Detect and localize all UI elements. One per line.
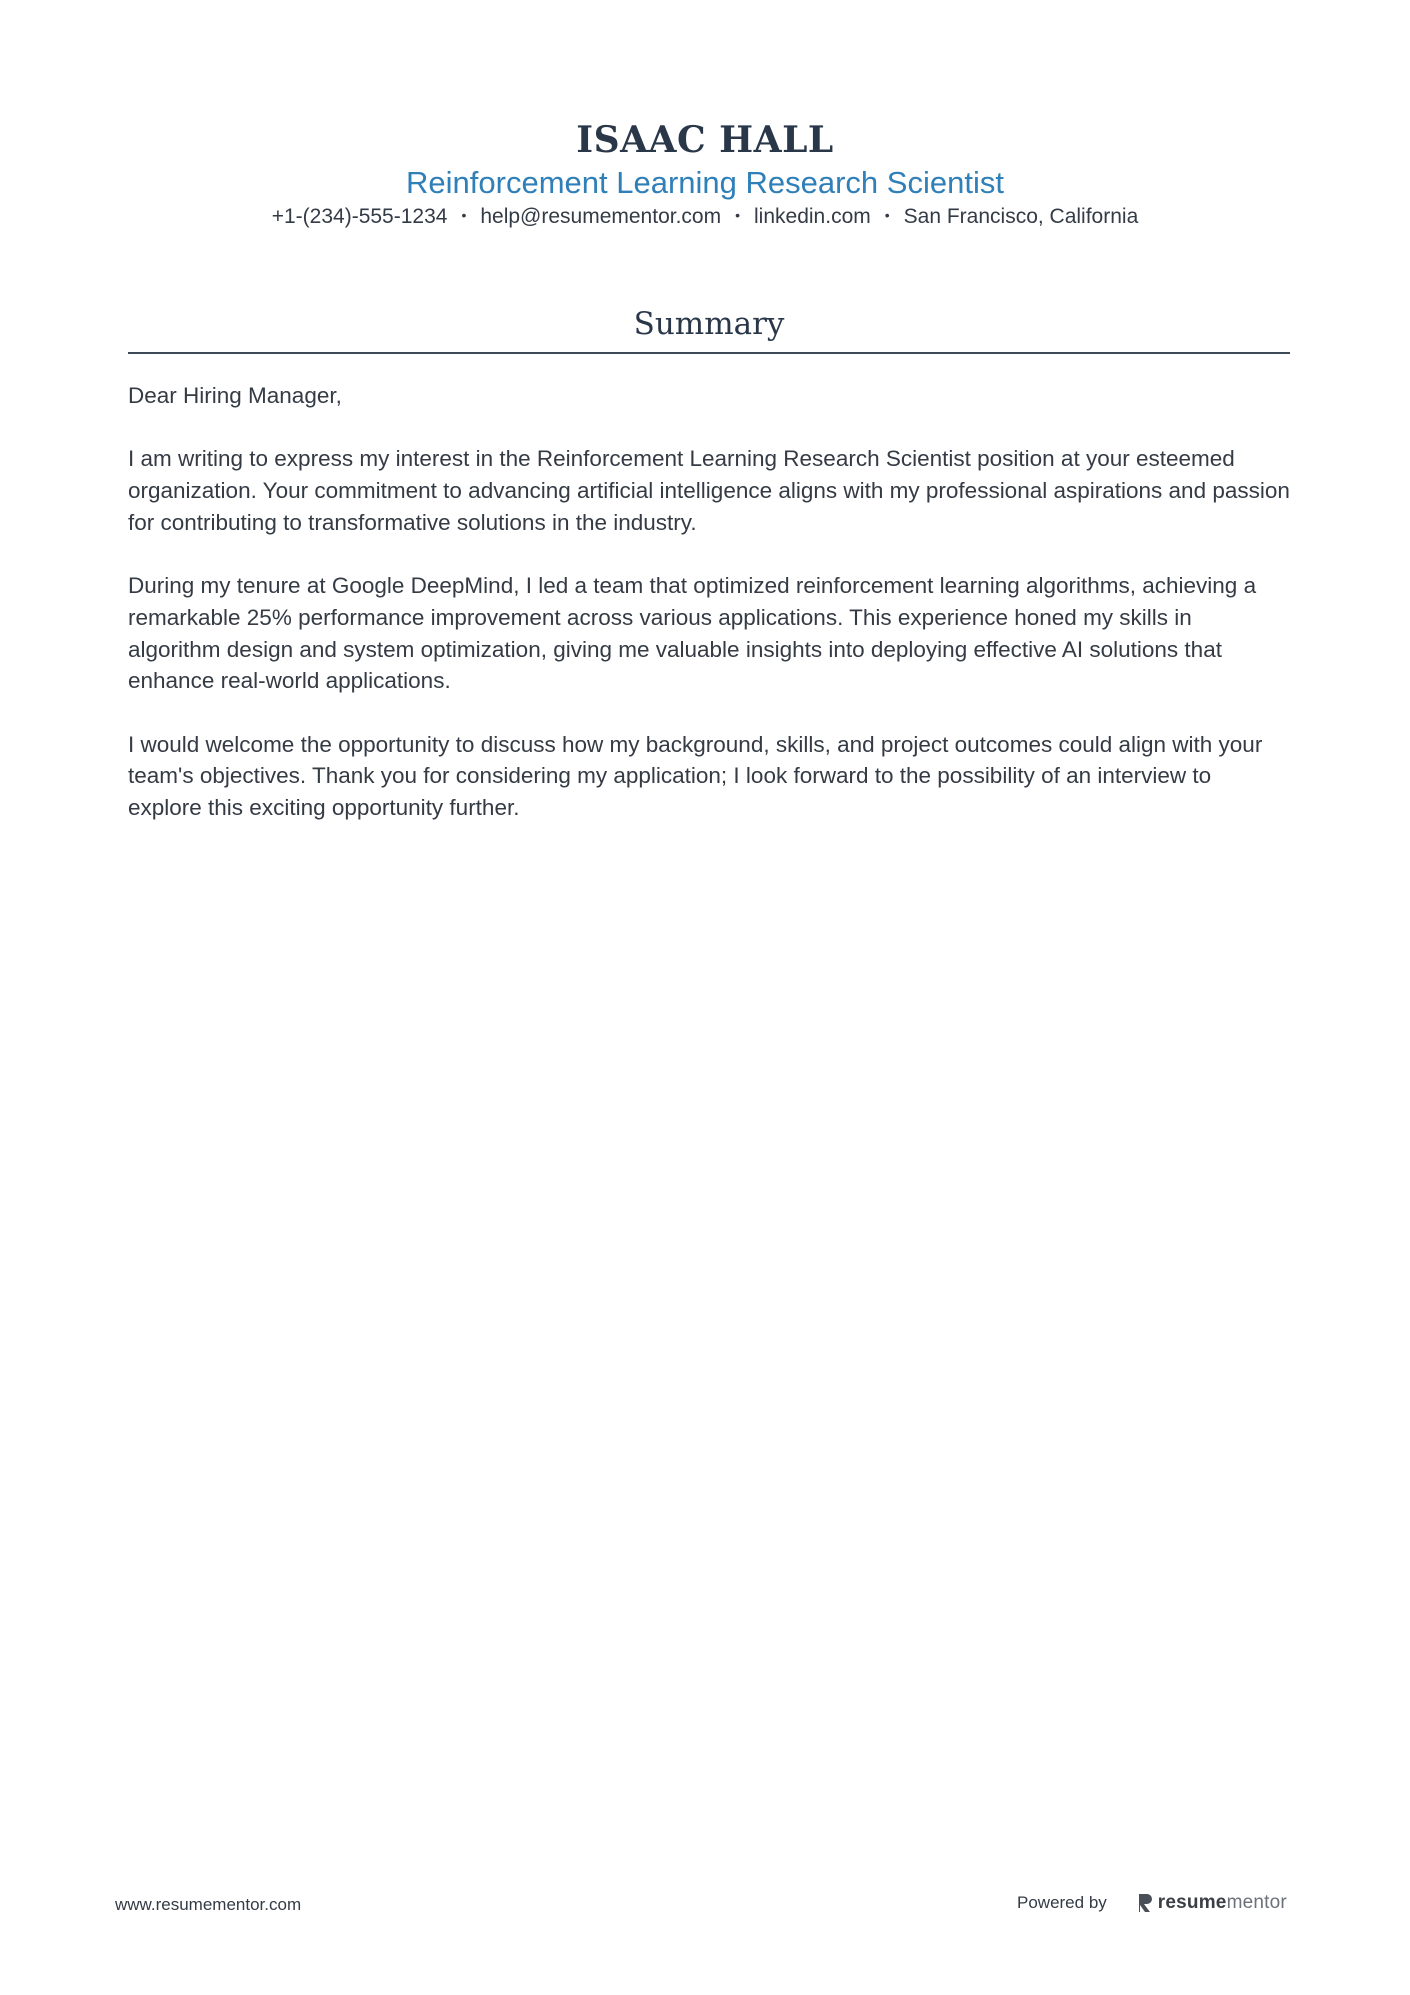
contact-email[interactable]: help@resumementor.com — [480, 205, 722, 228]
resumementor-logo-text: resumementor — [1157, 1892, 1287, 1913]
letter-salutation: Dear Hiring Manager, — [128, 383, 342, 408]
footer-branding — [1017, 1892, 1287, 1914]
section-heading-summary: Summary — [633, 306, 785, 342]
resumementor-logo[interactable] — [1137, 1892, 1287, 1914]
resume-header — [0, 116, 1410, 232]
contact-location: San Francisco, California — [903, 205, 1139, 228]
footer-website-link[interactable]: www.resumementor.com — [115, 1895, 302, 1914]
contact-linkedin[interactable]: linkedin.com — [754, 205, 871, 228]
contact-separator: • — [461, 207, 467, 224]
candidate-name: ISAAC HALL — [576, 119, 834, 161]
powered-by-label: Powered by — [1017, 1893, 1107, 1912]
contact-phone: +1-(234)-555-1234 — [271, 205, 448, 228]
contact-line — [0, 202, 1410, 232]
contact-separator: • — [884, 207, 890, 224]
contact-separator: • — [735, 207, 741, 224]
letter-paragraph: I would welcome the opportunity to discuss how my background, skills, and project outcomes could align with your team's objectives. Thank you for considering my application; I look forward to the possibility of an interview to explore this exciting opportunity further. — [128, 731, 1263, 821]
job-title: Reinforcement Learning Research Scientist — [406, 165, 1004, 200]
section-divider — [128, 352, 1290, 354]
letter-paragraph: During my tenure at Google DeepMind, I led a team that optimized reinforcement learning algorithms, achieving a remarkable 25% performance improvement across various applications. This experience honed my skills in algorithm design and system optimization, giving me valuable insights into deploying effective AI solutions that enhance real-world applications. — [128, 573, 1257, 694]
resumementor-logo-icon — [1137, 1893, 1153, 1913]
cover-letter-body — [128, 380, 1290, 855]
letter-paragraph: I am writing to express my interest in the Reinforcement Learning Research Scientist position at your esteemed organization. Your commitment to advancing artificial intelligence aligns with my professional aspirations and passion for contributing to transformative solutions in the industry. — [128, 446, 1290, 535]
